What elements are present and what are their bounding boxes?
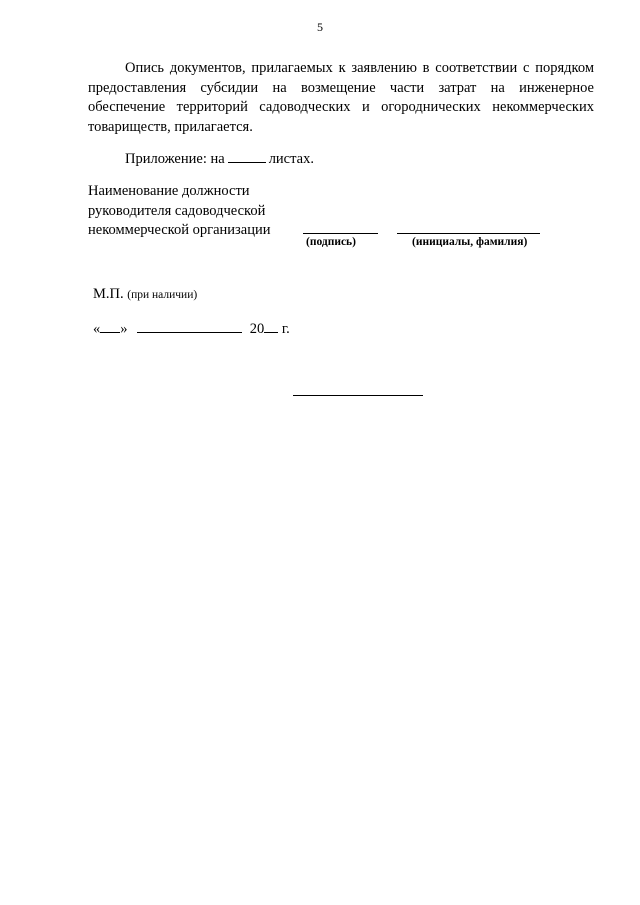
date-open-quote: «	[93, 321, 101, 337]
page-number: 5	[317, 20, 323, 34]
year-prefix: 20	[249, 321, 265, 337]
sheets-count-blank[interactable]	[228, 149, 266, 163]
position-line-2: руководителя садоводческой	[88, 202, 266, 219]
appendix-prefix: Приложение: на	[125, 151, 225, 167]
position-line-3: некоммерческой организации	[88, 222, 271, 238]
name-caption: (инициалы, фамилия)	[412, 236, 528, 248]
appendix-suffix: листах.	[268, 151, 314, 167]
stamp-label: М.П.	[93, 286, 124, 302]
day-blank[interactable]	[100, 319, 120, 333]
signature-caption: (подпись)	[306, 236, 356, 248]
documents-inventory-paragraph: Опись документов, прилагаемых к заявлению в соответствии с порядком предоставления субсидии на возмещение части затрат на инженерное обеспечение территорий садоводческих и огороднических некоммерческих товариществ, прилагается.	[88, 60, 594, 135]
year-suffix: г.	[281, 321, 290, 337]
name-line[interactable]	[397, 233, 540, 234]
date-close-quote: »	[120, 321, 128, 337]
stamp-place	[93, 286, 197, 303]
signature-line[interactable]	[303, 233, 378, 234]
date-row	[93, 319, 290, 338]
appendix-line	[125, 149, 314, 169]
position-line-1: Наименование должности	[88, 183, 250, 199]
document-end-line	[293, 395, 423, 396]
year-blank[interactable]	[264, 319, 278, 333]
stamp-note: (при наличии)	[127, 289, 198, 301]
position-title	[88, 182, 298, 241]
month-blank[interactable]	[137, 319, 242, 333]
